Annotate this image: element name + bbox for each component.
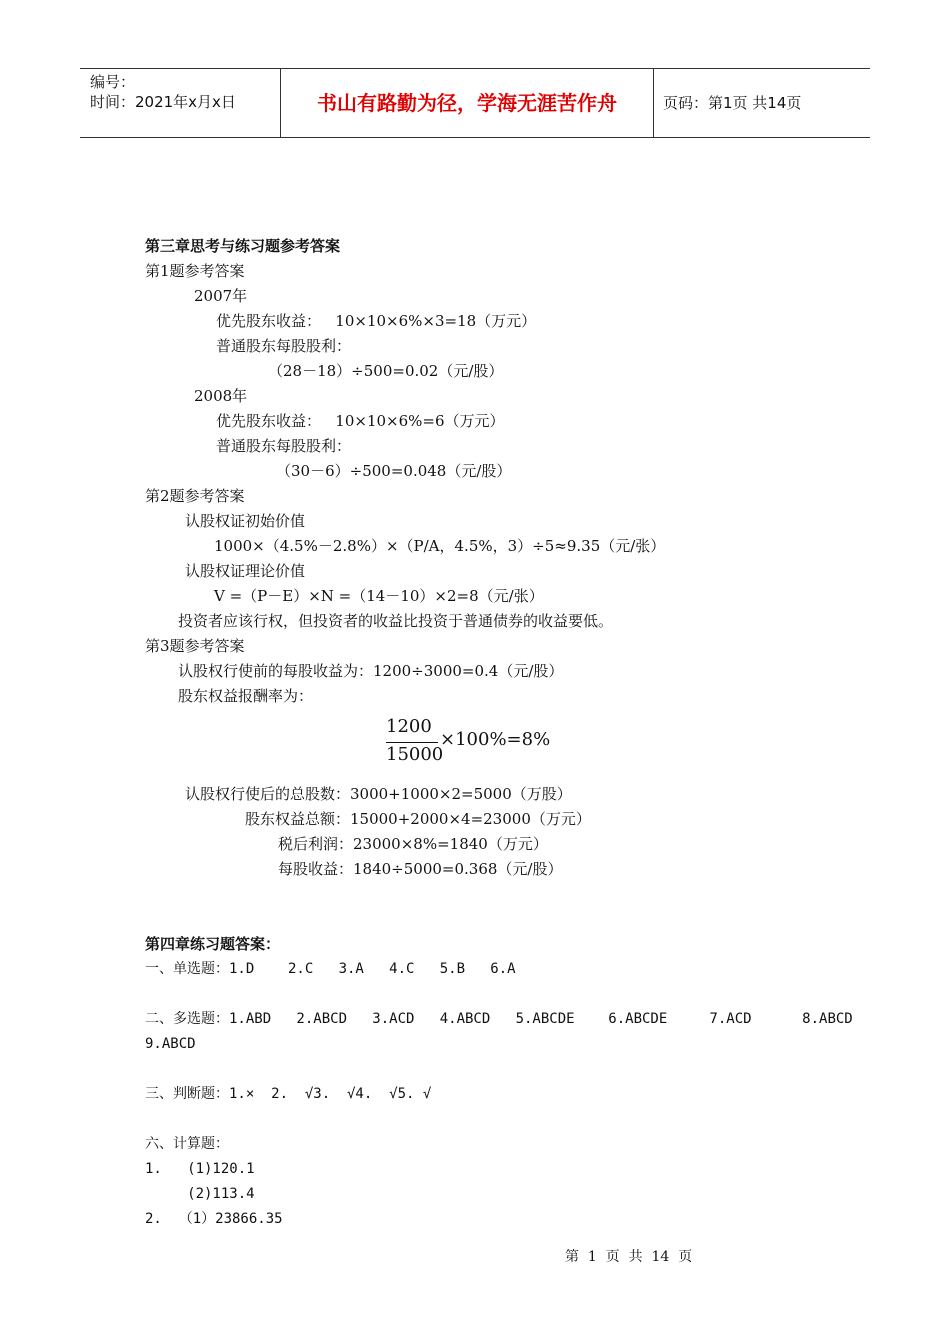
eps-after: 每股收益：1840÷5000=0.368（元/股） xyxy=(278,860,563,878)
single-choice-answers: 一、单选题：1.D 2.C 3.A 4.C 5.B 6.A xyxy=(145,961,516,977)
chapter4-title: 第四章练习题答案： xyxy=(145,935,281,953)
calc-1-part-2: (2)113.4 xyxy=(145,1186,255,1202)
calc-1-part-1: 1. (1)120.1 xyxy=(145,1161,255,1177)
calc-2-part-1: 2. （1）23866.35 xyxy=(145,1211,283,1227)
header-motto: 书山有路勤为径，学海无涯苦作舟 xyxy=(281,69,654,137)
investor-conclusion: 投资者应该行权，但投资者的收益比投资于普通债券的收益要低。 xyxy=(178,612,614,630)
calculation-heading: 六、计算题： xyxy=(145,1136,229,1152)
multi-choice-answers: 二、多选题：1.ABD 2.ABCD 3.ACD 4.ABCD 5.ABCDE 6.ABCDE 7.ACD 8.ABCD xyxy=(145,1011,853,1027)
shares-after: 认股权行使后的总股数：3000+1000×2=5000（万股） xyxy=(185,785,572,803)
preferred-income-2007: 优先股东收益： 10×10×6%×3=18（万元） xyxy=(216,312,537,330)
page-header xyxy=(80,68,870,138)
eps-before: 认股权行使前的每股收益为：1200÷3000=0.4（元/股） xyxy=(178,662,564,680)
q1-heading: 第1题参考答案 xyxy=(145,262,245,280)
fraction-denominator: 15000 xyxy=(386,744,444,765)
roe-label: 股东权益报酬率为： xyxy=(178,687,314,705)
year-2008: 2008年 xyxy=(194,387,248,405)
header-meta xyxy=(80,69,281,137)
warrant-initial-calc: 1000×（4.5%－2.8%）×（P/A，4.5%，3）÷5≈9.35（元/张） xyxy=(214,537,666,555)
year-2007: 2007年 xyxy=(194,287,248,305)
fraction-numerator: 1200 xyxy=(386,716,432,737)
common-dividend-label-2008: 普通股东每股股利： xyxy=(216,437,352,455)
multi-choice-answers-cont: 9.ABCD xyxy=(145,1036,196,1052)
common-dividend-2008: （30－6）÷500=0.048（元/股） xyxy=(276,462,512,480)
page-footer: 第 1 页 共 14 页 xyxy=(565,1249,693,1265)
number-label: 编号： xyxy=(90,73,136,91)
q2-heading: 第2题参考答案 xyxy=(145,487,245,505)
common-dividend-2007: （28－18）÷500=0.02（元/股） xyxy=(268,362,504,380)
time-label: 时间：2021年x月x日 xyxy=(90,93,236,111)
net-profit: 税后利润：23000×8%=1840（万元） xyxy=(278,835,548,853)
judgement-answers: 三、判断题：1.× 2. √3. √4. √5. √ xyxy=(145,1086,432,1102)
warrant-theory-label: 认股权证理论价值 xyxy=(185,562,306,580)
warrant-initial-label: 认股权证初始价值 xyxy=(185,512,306,530)
common-dividend-label-2007: 普通股东每股股利： xyxy=(216,337,352,355)
q3-heading: 第3题参考答案 xyxy=(145,637,245,655)
warrant-theory-calc: V =（P－E）×N =（14－10）×2=8（元/张） xyxy=(214,587,544,605)
fraction-result: ×100%=8% xyxy=(440,729,551,750)
preferred-income-2008: 优先股东收益： 10×10×6%=6（万元） xyxy=(216,412,505,430)
fraction-bar xyxy=(386,742,438,743)
chapter3-title: 第三章思考与练习题参考答案 xyxy=(145,237,341,255)
page-indicator: 页码：第1页 共14页 xyxy=(663,94,802,112)
equity-total: 股东权益总额：15000+2000×4=23000（万元） xyxy=(245,810,591,828)
